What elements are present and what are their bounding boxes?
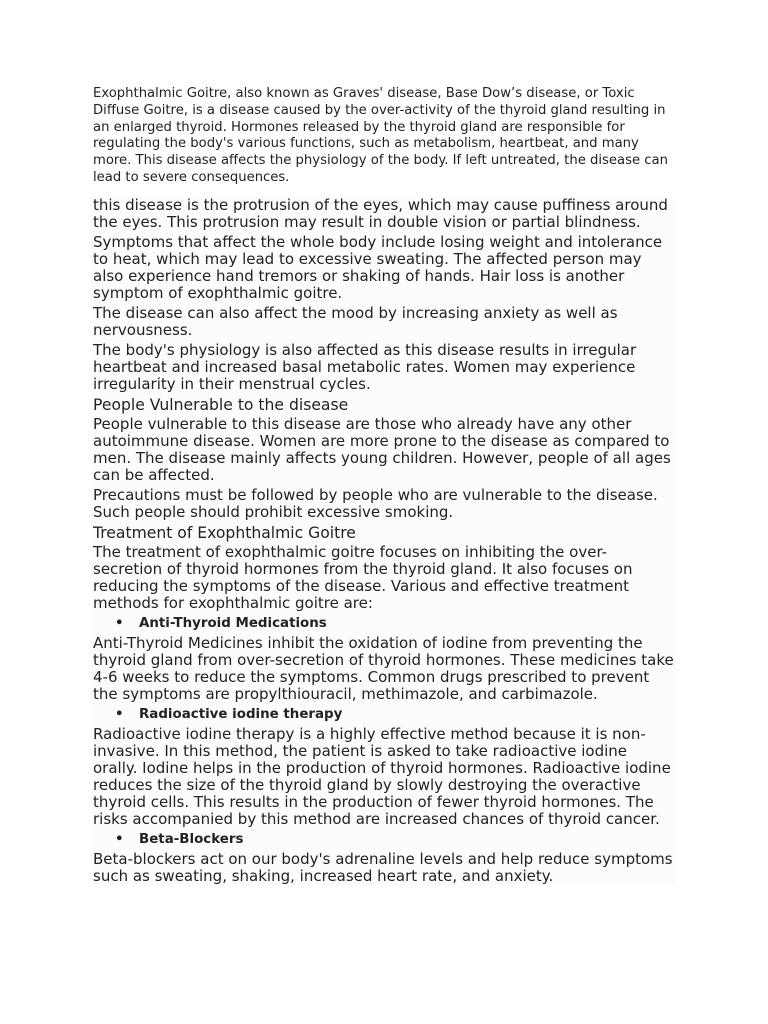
radioactive-iodine-paragraph: Radioactive iodine therapy is a highly effective method because it is non-invasive. In this method, the patient is asked to take radioactive iodine orally. Iodine helps in the production of thyroid hormones. Radioactive iodine reduces the size of the thyroid gland by slowly destroying the overactive thyroid cells. This results in the production of fewer thyroid hormones. The risks accompanied by this method are increased chances of thyroid cancer. xyxy=(93,724,671,828)
symptoms-paragraph-mood: The disease can also affect the mood by increasing anxiety as well as nervousness. xyxy=(93,303,618,339)
bullet-item-beta-blockers xyxy=(93,831,675,848)
vulnerable-paragraph: People vulnerable to this disease are those who already have any other autoimmune disease. Women are more prone to the disease as compared to men. The disease mainly affects young children. However, people of all ages can be affected. xyxy=(93,414,671,484)
intro-paragraph: Exophthalmic Goitre, also known as Graves' disease, Base Dow’s disease, or Toxic Diffuse Goitre, is a disease caused by the over-activity of the thyroid gland resulting in an enlarged thyroid. Hormones released by the thyroid gland are responsible for regulating the body's various functions, such as metabolism, heartbeat, and many more. This disease affects the physiology of the body. If left untreated, the disease can lead to severe consequences. xyxy=(93,86,668,185)
document-body xyxy=(91,197,675,885)
symptoms-paragraph-physiology: The body's physiology is also affected as this disease results in irregular heartbeat and increased basal metabolic rates. Women may experience irregularity in their menstrual cycles. xyxy=(93,340,637,393)
bullet-icon: • xyxy=(115,831,124,847)
bullet-item-radioactive-iodine xyxy=(93,706,675,723)
bullet-title: Anti-Thyroid Medications xyxy=(139,615,327,631)
anti-thyroid-paragraph: Anti-Thyroid Medicines inhibit the oxidation of iodine from preventing the thyroid gland from over-secretion of thyroid hormones. These medicines take 4-6 weeks to reduce the symptoms. Common drugs prescribed to prevent the symptoms are propylthiouracil, methimazole, and carbimazole. xyxy=(93,633,674,703)
beta-blockers-paragraph: Beta-blockers act on our body's adrenaline levels and help reduce symptoms such as sweating, shaking, increased heart rate, and anxiety. xyxy=(93,849,673,885)
document-page xyxy=(93,86,675,888)
symptoms-paragraph-body: Symptoms that affect the whole body include losing weight and intolerance to heat, which may lead to excessive sweating. The affected person may also experience hand tremors or shaking of hands. Hair loss is another symptom of exophthalmic goitre. xyxy=(93,232,663,302)
bullet-icon: • xyxy=(115,706,124,722)
bullet-icon: • xyxy=(115,615,124,631)
treatment-intro-paragraph: The treatment of exophthalmic goitre focuses on inhibiting the over-secretion of thyroid hormones from the thyroid gland. It also focuses on reducing the symptoms of the disease. Various and effective treatment methods for exophthalmic goitre are: xyxy=(93,542,633,612)
precautions-paragraph: Precautions must be followed by people who are vulnerable to the disease. Such people should prohibit excessive smoking. xyxy=(93,485,658,521)
bullet-item-anti-thyroid xyxy=(93,615,675,632)
bullet-title: Radioactive iodine therapy xyxy=(139,706,343,722)
treatment-heading: Treatment of Exophthalmic Goitre xyxy=(93,523,356,542)
vulnerable-heading: People Vulnerable to the disease xyxy=(93,395,349,414)
symptoms-paragraph-eyes: this disease is the protrusion of the eyes, which may cause puffiness around the eyes. This protrusion may result in double vision or partial blindness. xyxy=(93,195,668,231)
bullet-title: Beta-Blockers xyxy=(139,831,244,847)
